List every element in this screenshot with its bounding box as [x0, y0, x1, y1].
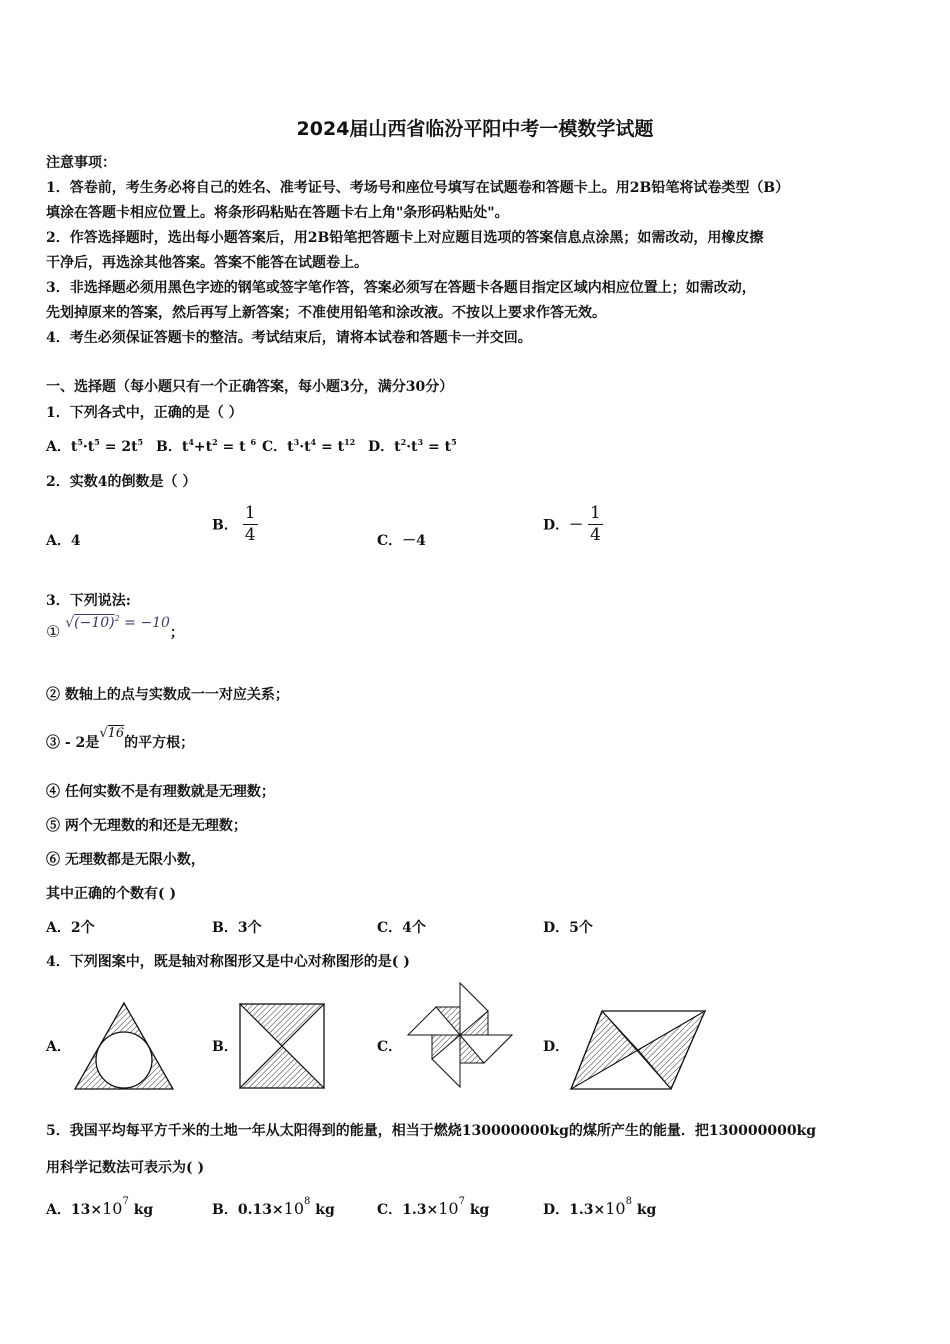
q5-stem-line1: 5．我国平均每平方千米的土地一年从太阳得到的能量，相当于燃烧130000000kg的煤所产生的能量．把130000000kg [46, 1123, 817, 1139]
page-title: 2024届山西省临汾平阳中考一模数学试题 [296, 118, 654, 140]
q2-stem: 2．实数4的倒数是（ ） [46, 474, 197, 490]
notice-line: 先划掉原来的答案，然后再写上新答案；不准使用铅笔和涂改液。不按以上要求作答无效。 [46, 305, 606, 321]
notice-heading: 注意事项： [46, 155, 116, 171]
q5-option-c: C．$1.3\times 10^7$ kg [377, 1196, 490, 1218]
q3-option-c: C．4个 [377, 920, 426, 936]
triangle-circle-figure [72, 1000, 176, 1092]
q2-option-a: A．4 [46, 533, 81, 549]
q5-option-a: A．$13\times 10^7$ kg [46, 1196, 154, 1218]
square-hourglass-figure [238, 1002, 326, 1090]
q1-stem: 1．下列各式中，正确的是（ ） [46, 405, 243, 421]
q3-statement-2: ② 数轴上的点与实数成一一对应关系； [46, 687, 289, 703]
notice-line: 4．考生必须保证答题卡的整洁。考试结束后，请将本试卷和答题卡一并交回。 [46, 330, 532, 346]
q4-option-a-label: A． [46, 1039, 71, 1055]
q3-stem: 3．下列说法: [46, 593, 131, 609]
section-heading: 一、选择题（每小题只有一个正确答案，每小题3分，满分30分） [46, 379, 454, 395]
q3-statement-6: ⑥ 无理数都是无限小数， [46, 852, 205, 868]
q5-option-d: D．$1.3\times 10^8$ kg [543, 1196, 657, 1218]
q5-stem-line2: 用科学记数法可表示为( ) [46, 1160, 205, 1176]
q1-option-b: B．$t^4+t^2 = t$ $^6$ [156, 437, 257, 455]
q2-option-d: D．－ $\frac{1}{4}$ [543, 503, 601, 545]
q1-option-c: C．$t^3\cdot t^4 = t^{12}$ [262, 437, 356, 455]
q3-statement-3: ③ - 2是√16的平方根； [46, 726, 195, 751]
notice-line: 干净后，再选涂其他答案。答案不能答在试题卷上。 [46, 255, 368, 271]
notice-line: 2．作答选择题时，选出每小题答案后，用2B铅笔把答题卡上对应题目选项的答案信息点涂黑；如需改动，用橡皮擦 [46, 230, 764, 246]
fraction: $\frac{1}{4}$ [590, 503, 601, 545]
fraction: $\frac{1}{4}$ [244, 503, 256, 545]
q1-option-d: D．$t^2\cdot t^3 = t^5$ [368, 437, 457, 455]
q3-option-d: D．5个 [543, 920, 593, 936]
pinwheel-figure [402, 978, 518, 1092]
q3-option-b: B．3个 [212, 920, 262, 936]
q5-option-b: B．$0.13\times 10^8$ kg [212, 1196, 335, 1218]
q4-option-b-label: B． [212, 1039, 238, 1055]
q4-option-d-label: D． [543, 1039, 570, 1055]
q4-option-c-label: C． [377, 1039, 403, 1055]
q2-option-b: B． $\frac{1}{4}$ [212, 503, 256, 545]
q2-option-c: C．－4 [377, 533, 426, 549]
notice-line: 3．非选择题必须用黑色字迹的钢笔或签字笔作答，答案必须写在答题卡各题目指定区域内相应位置上；如需改动， [46, 280, 756, 296]
q1-option-a: A．$t^5\cdot t^5 = 2t^5$ [46, 437, 144, 455]
q3-question: 其中正确的个数有( ) [46, 886, 177, 902]
q3-statement-1: ① $√(-10)^2 = -10$； [46, 614, 184, 641]
q3-statement-5: ⑤ 两个无理数的和还是无理数； [46, 818, 247, 834]
notice-line: 1．答卷前，考生务必将自己的姓名、准考证号、考场号和座位号填写在试题卷和答题卡上。用2B铅笔将试卷类型（B） [46, 180, 790, 196]
q3-statement-4: ④ 任何实数不是有理数就是无理数； [46, 784, 275, 800]
notice-line: 填涂在答题卡相应位置上。将条形码粘贴在答题卡右上角"条形码粘贴处"。 [46, 205, 509, 221]
parallelogram-figure [568, 1008, 708, 1092]
q4-stem: 4．下列图案中，既是轴对称图形又是中心对称图形的是( ) [46, 954, 410, 970]
q3-option-a: A．2个 [46, 920, 95, 936]
